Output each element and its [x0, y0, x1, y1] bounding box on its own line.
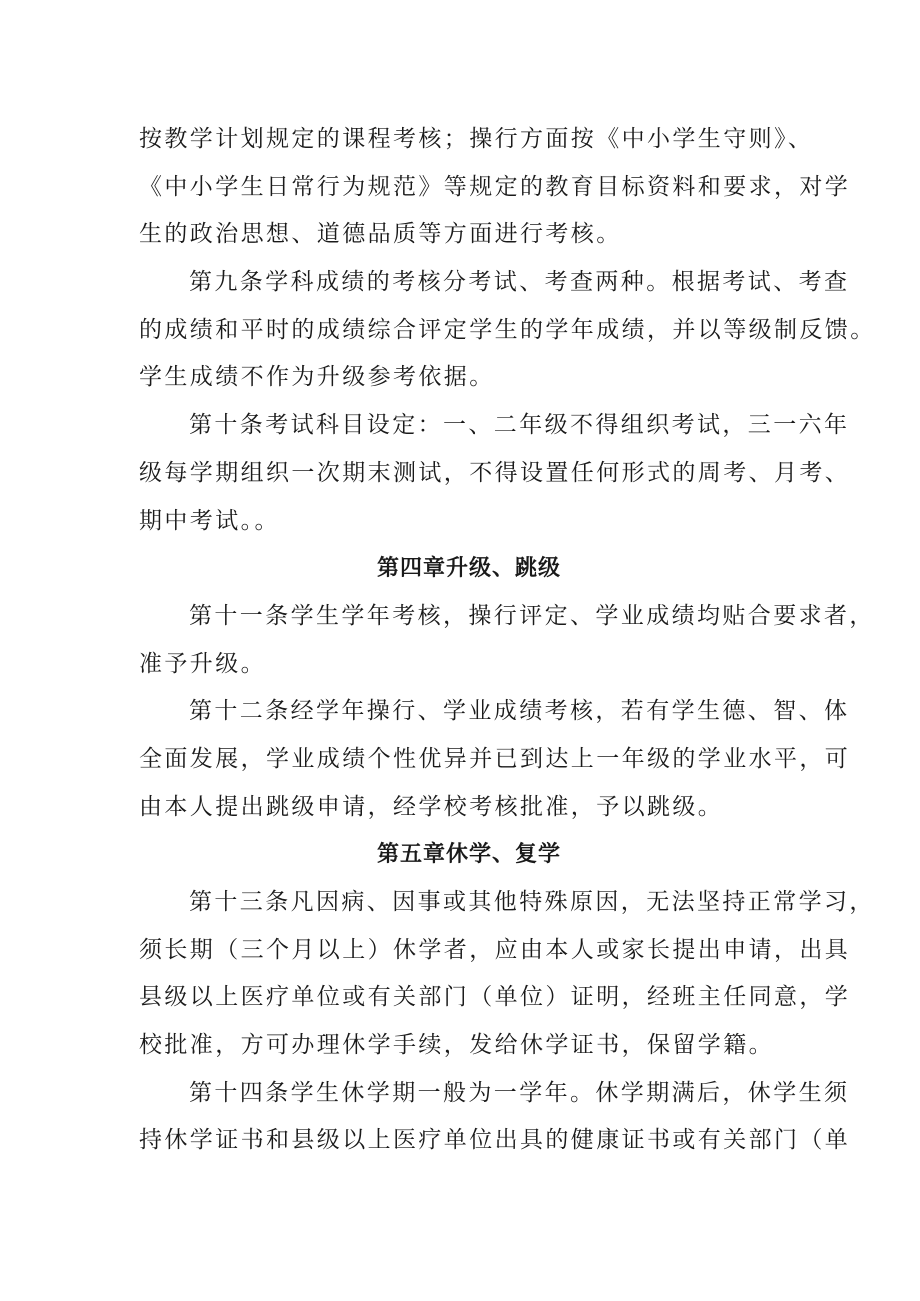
text-line: 期中考试。。 [139, 507, 280, 534]
text-line: 级每学期组织一次期末测试，不得设置任何形式的周考、月考、 [139, 459, 851, 486]
article-10-start: 第十条考试科目设定：一、二年级不得组织考试，三一六年 [189, 412, 850, 439]
text-line: 全面发展，学业成绩个性优异并已到达上一年级的学业水平，可 [139, 745, 851, 772]
text-line: 须长期（三个月以上）休学者，应由本人或家长提出申请，出具 [139, 936, 851, 963]
text-line: 按教学计划规定的课程考核；操行方面按《中小学生守则》、 [139, 126, 814, 152]
text-line: 校批准，方可办理休学手续，发给休学证书，保留学籍。 [139, 1032, 774, 1059]
text-line: 由本人提出跳级申请，经学校考核批准，予以跳级。 [139, 793, 724, 820]
text-line: 的成绩和平时的成绩综合评定学生的学年成绩，并以等级制反馈。 [139, 316, 876, 343]
document-page [139, 116, 876, 1165]
text-line: 生的政治思想、道德品质等方面进行考核。 [139, 221, 622, 248]
article-11-start: 第十一条学生学年考核，操行评定、学业成绩均贴合要求者， [189, 602, 875, 629]
chapter-4-heading: 第四章升级、跳级 [376, 556, 561, 582]
chapter-5-heading: 第五章休学、复学 [376, 842, 561, 868]
article-9-start: 第九条学科成绩的考核分考试、考查两种。根据考试、考查 [189, 269, 850, 296]
text-line: 准予升级。 [139, 650, 266, 677]
article-12-start: 第十二条经学年操行、学业成绩考核，若有学生德、智、体 [189, 698, 850, 725]
text-line: 学生成绩不作为升级参考依据。 [139, 364, 495, 391]
text-line: 《中小学生日常行为规范》等规定的教育目标资料和要求，对学 [139, 173, 851, 200]
text-line: 县级以上医疗单位或有关部门（单位）证明，经班主任同意，学 [139, 984, 851, 1011]
article-13-start: 第十三条凡因病、因事或其他特殊原因，无法坚持正常学习， [189, 889, 875, 915]
text-line: 持休学证书和县级以上医疗单位出具的健康证书或有关部门（单 [139, 1127, 851, 1154]
article-14-start: 第十四条学生休学期一般为一学年。休学期满后，休学生须 [189, 1079, 850, 1106]
